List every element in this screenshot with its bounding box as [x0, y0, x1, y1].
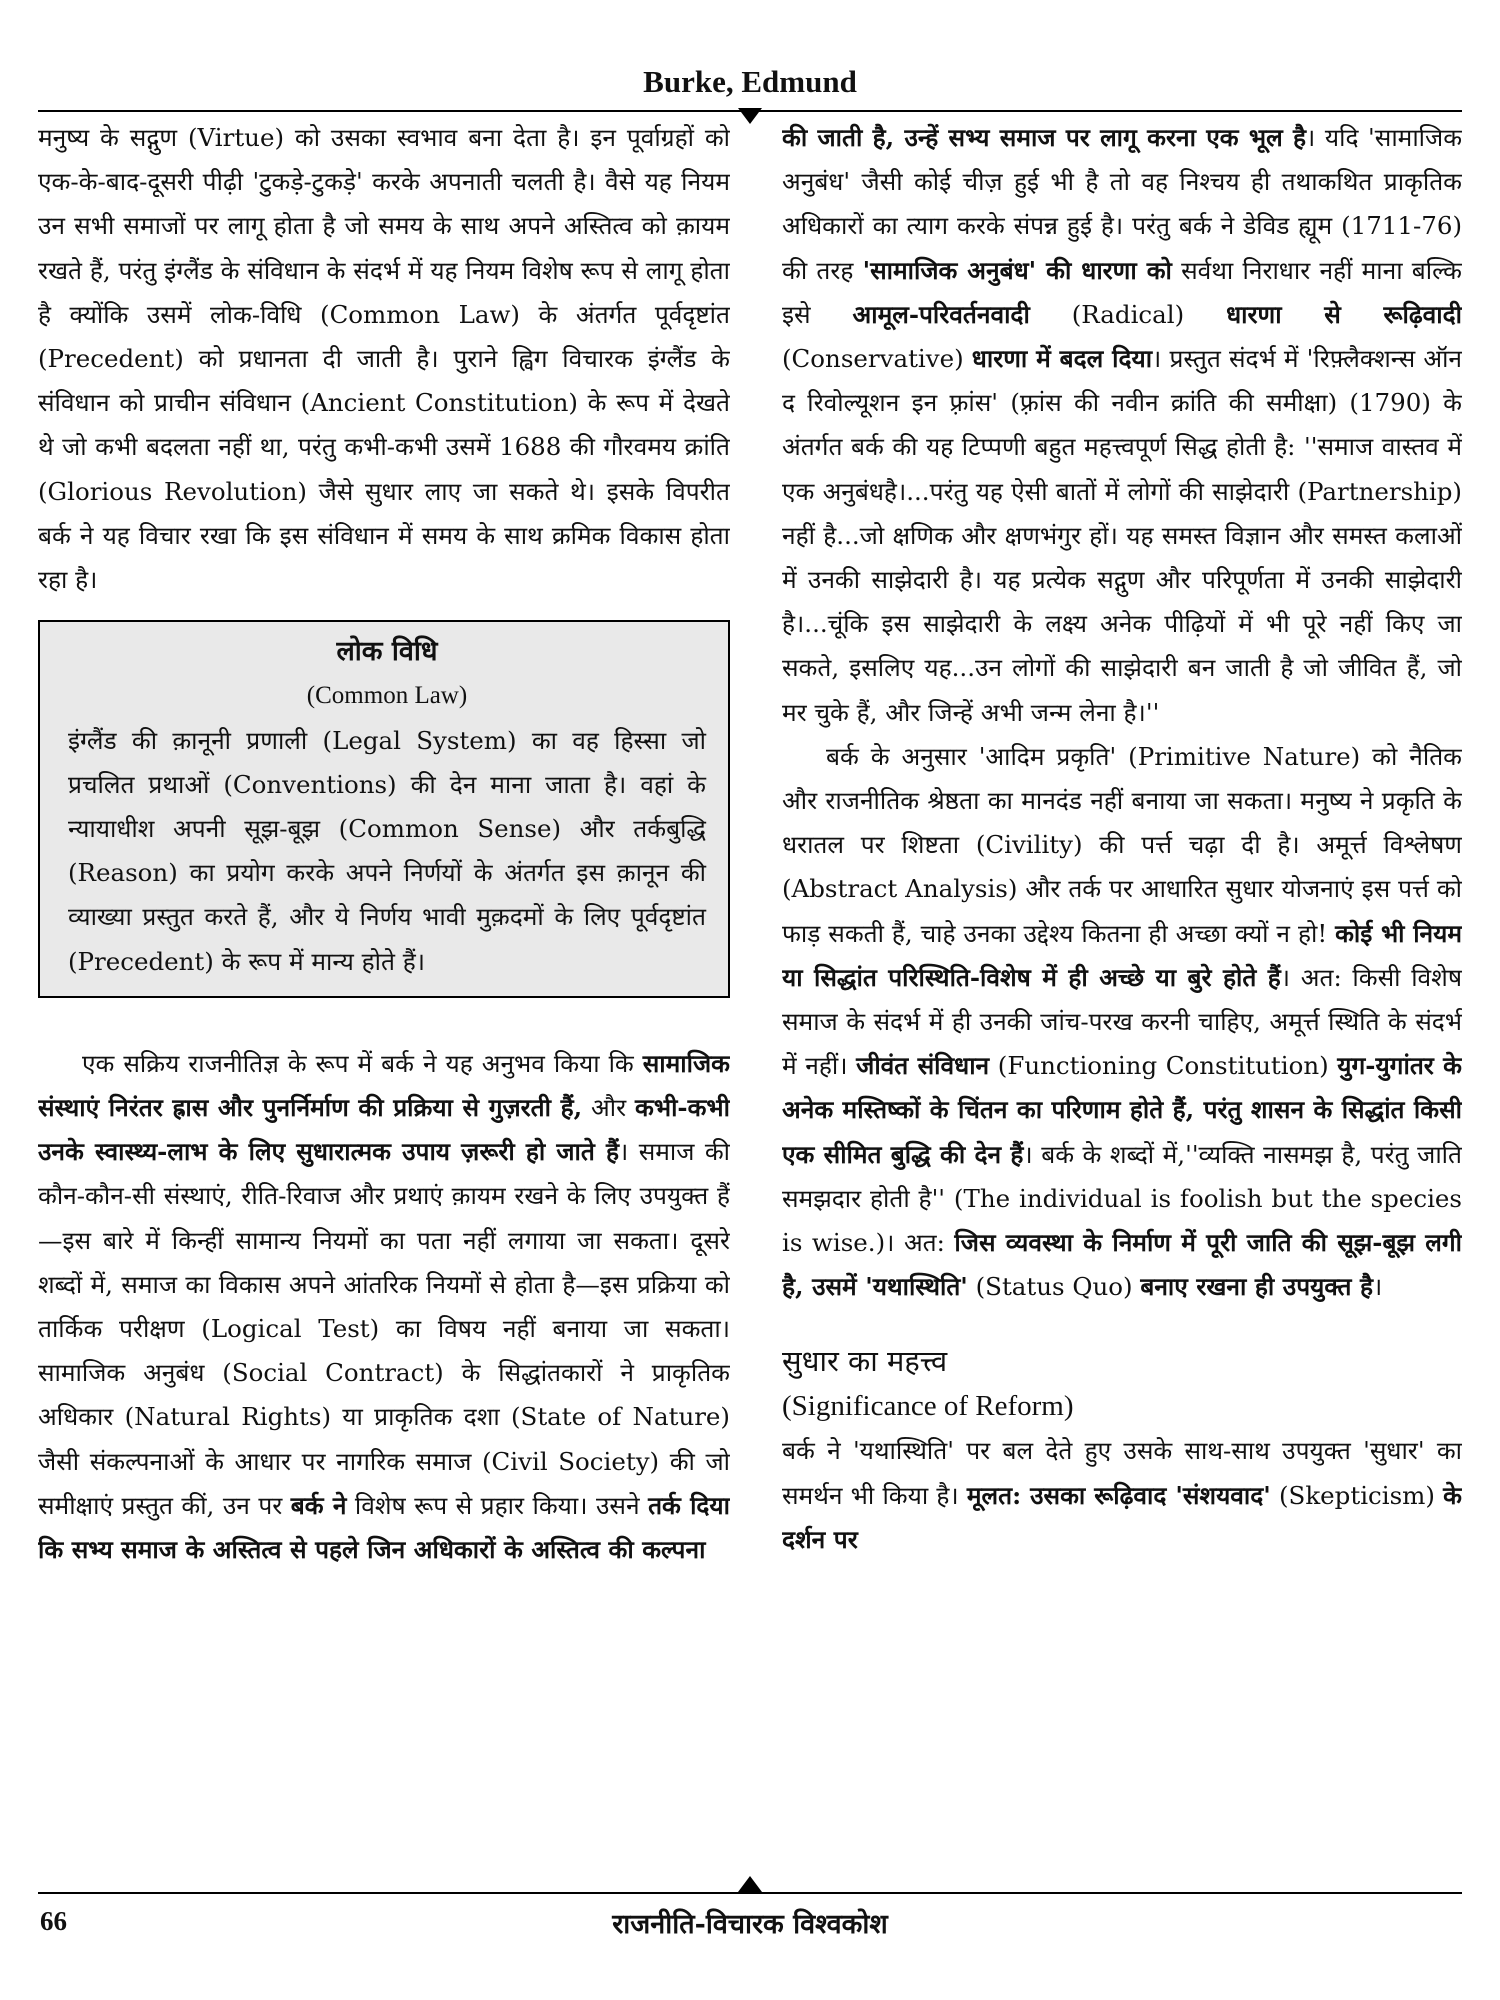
- text-run: (Functioning Constitution): [989, 1051, 1338, 1081]
- bold-text-run: सामाजिक संस्थाएं निरंतर ह्रास और पुनर्निर्माण की प्रक्रिया से गुज़रती हैं,: [38, 1048, 730, 1123]
- box-body: इंग्लैंड की क़ानूनी प्रणाली (Legal System) का वह हिस्सा जो प्रचलित प्रथाओं (Conventions) की देन माना जाता है। वहां के न्यायाधीश अपनी सूझ-बूझ (Common Sense) और तर्कबुद्धि (Reason) का प्रयोग करके अपने निर्णयों के अंतर्गत इस क़ानून की व्याख्या प्रस्तुत करते हैं, और ये निर्णय भावी मुक़दमों के लिए पूर्वदृष्टांत (Precedent) के रूप में मान्य होते हैं।: [68, 725, 706, 976]
- page-number: 66: [40, 1906, 67, 1936]
- bottom-center-marker: [738, 1876, 762, 1892]
- bold-text-run: बनाए रखना ही उपयुक्त है: [1140, 1272, 1373, 1302]
- text-run: और: [582, 1093, 636, 1123]
- section-heading-english: (Significance of Reform): [782, 1390, 1074, 1423]
- bold-text-run: आमूल-परिवर्तनवादी: [852, 299, 1030, 329]
- left-paragraph-2: [38, 1042, 730, 1572]
- left-intro-paragraph: मनुष्य के सद्गुण (Virtue) को उसका स्वभाव बना देता है। इन पूर्वाग्रहों को एक-के-बाद-दूसरी पीढ़ी 'टुकड़े-टुकड़े' करके अपनाती चलती है। वैसे यह नियम उन सभी समाजों पर लागू होता है जो समय के साथ अपने अस्तित्व को क़ायम रखते हैं, परंतु इंग्लैंड के संविधान के संदर्भ में यह नियम विशेष रूप से लागू होता है क्योंकि उसमें लोक-विधि (Common Law) के अंतर्गत पूर्वदृष्टांत (Precedent) को प्रधानता दी जाती है। पुराने ह्विग विचारक इंग्लैंड के संविधान को प्राचीन संविधान (Ancient Constitution) के रूप में देखते थे जो कभी बदलता नहीं था, परंतु कभी-कभी उसमें 1688 की गौरवमय क्रांति (Glorious Revolution) जैसे सुधार लाए जा सकते थे। इसके विपरीत बर्क ने यह विचार रखा कि इस संविधान में समय के साथ क्रमिक विकास होता रहा है।: [38, 123, 730, 595]
- bold-text-run: युग-युगांतर के अनेक मस्तिष्कों के चिंतन का परिणाम होते हैं, परंतु शासन के सिद्धांत किसी एक सीमित बुद्धि की देन हैं: [782, 1051, 1462, 1169]
- text-run: ।: [1372, 1272, 1383, 1302]
- bold-text-run: जिस व्यवस्था के निर्माण में पूरी जाति की सूझ-बूझ लगी है, उसमें 'यथास्थिति': [782, 1228, 1462, 1302]
- text-run: सर्वथा निराधार नहीं माना बल्कि इसे: [782, 255, 1462, 329]
- running-header: Burke, Edmund: [643, 64, 857, 99]
- right-paragraph-1: [782, 116, 1462, 735]
- text-run: (Skepticism): [1270, 1480, 1444, 1510]
- text-run: । बर्क के शब्दों में,''व्यक्ति नासमझ है, परंतु जाति समझदार होती है'' (The individual is foolish but the species is wise.)। अत:: [782, 1139, 1462, 1258]
- text-run: बर्क ने 'यथास्थिति' पर बल देते हुए उसके साथ-साथ उपयुक्त 'सुधार' का समर्थन भी किया है।: [782, 1436, 1462, 1510]
- bold-text-run: धारणा से रूढ़िवादी: [1226, 299, 1462, 329]
- box-subtitle: (Common Law): [306, 682, 468, 710]
- text-run: (Conservative): [782, 344, 972, 374]
- text-run: । समाज की कौन-कौन-सी संस्थाएं, रीति-रिवाज और प्रथाएं क़ायम रखने के लिए उपयुक्त हैं—इस बारे में किन्हीं सामान्य नियमों का पता नहीं लगाया जा सकता। दूसरे शब्दों में, समाज का विकास अपने आंतरिक नियमों से होता है—इस प्रक्रिया को तार्किक परीक्षण (Logical Test) का विषय नहीं बनाया जा सकता। सामाजिक अनुबंध (Social Contract) के सिद्धांतकारों ने प्राकृतिक अधिकार (Natural Rights) या प्राकृतिक दशा (State of Nature) जैसी संकल्पनाओं के आधार पर नागरिक समाज (Civil Society) की जो समीक्षाएं प्रस्तुत कीं, उन पर: [38, 1137, 730, 1520]
- bold-text-run: मूलत: उसका रूढ़िवाद 'संशयवाद': [966, 1480, 1271, 1510]
- text-run: विशेष रूप से प्रहार किया। उसने: [346, 1490, 649, 1520]
- text-run: (Status Quo): [967, 1272, 1141, 1302]
- text-run: (Radical): [1029, 299, 1227, 329]
- bold-text-run: धारणा में बदल दिया: [971, 344, 1153, 374]
- bold-text-run: के दर्शन पर: [782, 1480, 1462, 1554]
- box-title: लोक विधि: [336, 636, 438, 668]
- right-paragraph-3: [782, 1429, 1462, 1562]
- text-run: बर्क के अनुसार 'आदिम प्रकृति' (Primitive Nature) को नैतिक और राजनीतिक श्रेष्ठता का मानदंड नहीं बनाया जा सकता। मनुष्य ने प्रकृति के धरातल पर शिष्टता (Civility) की पर्त्त चढ़ा दी है। अमूर्त्त विश्लेषण (Abstract Analysis) और तर्क पर आधारित सुधार योजनाएं इस पर्त्त को फाड़ सकती हैं, चाहे उनका उद्देश्य कितना ही अच्छा क्यों न हो!: [782, 741, 1462, 948]
- section-heading-hindi: सुधार का महत्त्व: [782, 1344, 948, 1379]
- text-run: । अत: किसी विशेष समाज के संदर्भ में ही उनकी जांच-परख करनी चाहिए, अमूर्त्त स्थिति के संदर्भ में नहीं।: [782, 962, 1462, 1081]
- top-center-marker: [738, 108, 762, 124]
- left-column: [38, 116, 730, 1876]
- footer-book-title: राजनीति-विचारक विश्वकोश: [612, 1909, 888, 1940]
- bold-text-run: की जाती है, उन्हें सभ्य समाज पर लागू करना एक भूल है: [782, 123, 1307, 152]
- bold-text-run: कभी-कभी उनके स्वास्थ्य-लाभ के लिए सुधारात्मक उपाय ज़रूरी हो जाते हैं: [38, 1093, 730, 1167]
- text-run: । प्रस्तुत संदर्भ में 'रिफ़्लैक्शन्स ऑन द रिवोल्यूशन इन फ़्रांस' (फ़्रांस की नवीन क्रांति की समीक्षा) (1790) के अंतर्गत बर्क की यह टिप्पणी बहुत महत्त्वपूर्ण सिद्ध होती है: ''समाज वास्तव में एक अनुबंधहै।...परंतु यह ऐसी बातों में लोगों की साझेदारी (Partnership) नहीं है...जो क्षणिक और क्षणभंगुर हों। यह समस्त विज्ञान और समस्त कलाओं में उनकी साझेदारी है। यह प्रत्येक सद्गुण और परिपूर्णता में उनकी साझेदारी है।...चूंकि इस साझेदारी के लक्ष्य अनेक पीढ़ियों में भी पूरे नहीं किए जा सकते, इसलिए यह...उन लोगों की साझेदारी बन जाती है जो जीवित हैं, जो मर चुके हैं, और जिन्हें अभी जन्म लेना है।'': [782, 344, 1462, 727]
- bold-text-run: जीवंत संविधान: [856, 1051, 990, 1081]
- bold-text-run: कोई भी नियम या सिद्धांत परिस्थिति-विशेष में ही अच्छे या बुरे होते हैं: [782, 918, 1462, 992]
- common-law-box: [38, 620, 730, 998]
- bold-text-run: बर्क ने: [290, 1490, 347, 1520]
- footer-rule: [38, 1892, 1462, 1894]
- right-paragraph-2: [782, 735, 1462, 1310]
- bold-text-run: 'सामाजिक अनुबंध' की धारणा को: [862, 255, 1172, 285]
- text-run: । यदि 'सामाजिक अनुबंध' जैसी कोई चीज़ हुई भी है तो वह निश्चय ही तथाकथित प्राकृतिक अधिकारों का त्याग करके संपन्न हुई है। परंतु बर्क ने डेविड ह्यूम (1711-76) की तरह: [782, 123, 1462, 285]
- right-column: [782, 116, 1462, 1876]
- bold-text-run: तर्क दिया कि सभ्य समाज के अस्तित्व से पहले जिन अधिकारों के अस्तित्व की कल्पना: [38, 1490, 730, 1565]
- text-run: एक सक्रिय राजनीतिज्ञ के रूप में बर्क ने यह अनुभव किया कि: [82, 1048, 643, 1078]
